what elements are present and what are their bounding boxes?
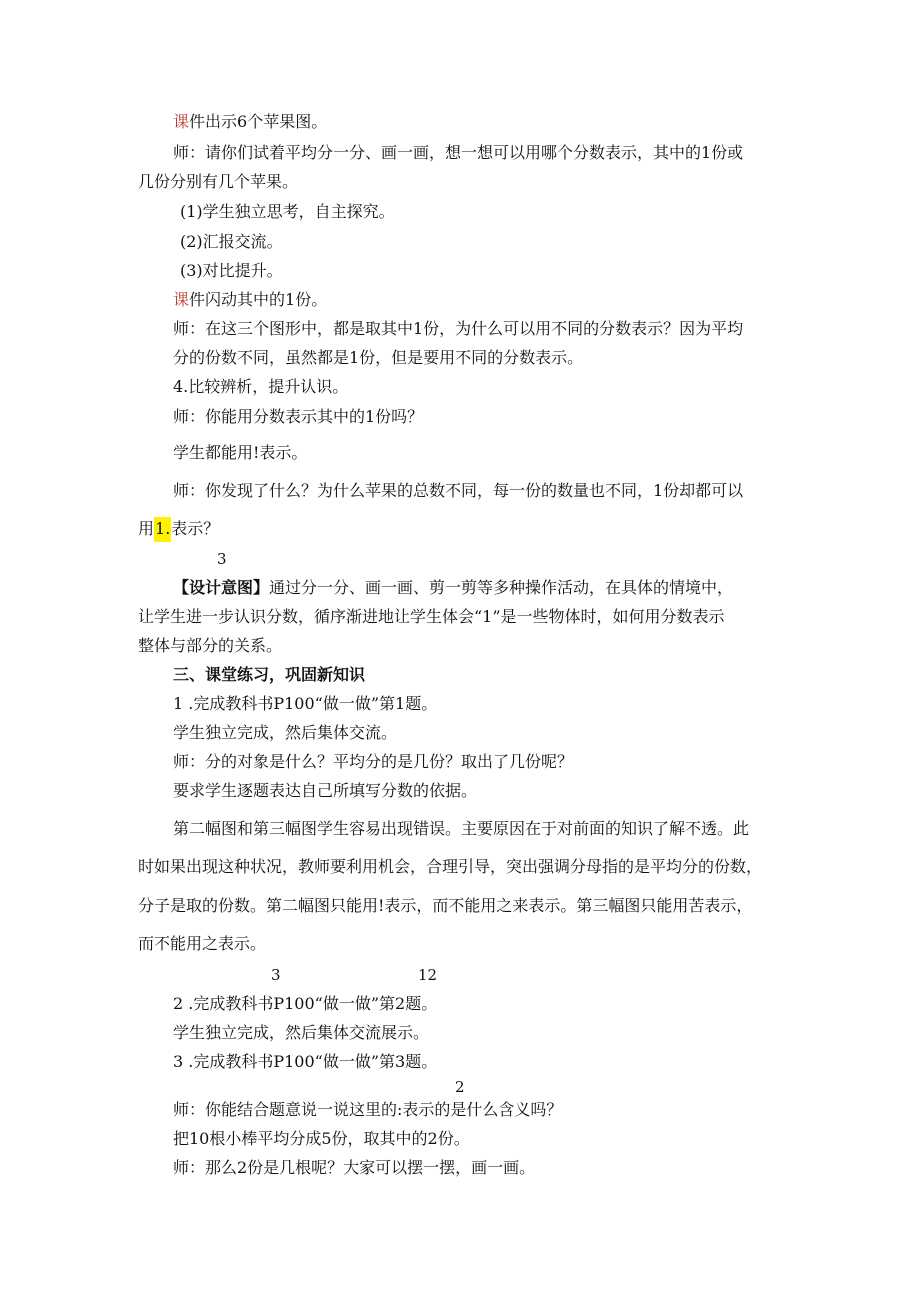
exercise-3: 3 .完成教科书P100“做一做”第3题。	[173, 1052, 438, 1071]
teacher-instruction-line-2: 几份分别有几个苹果。	[138, 172, 299, 191]
exercise-1-requirement: 要求学生逐题表达自己所填写分数的依据。	[173, 781, 478, 800]
step-1: (1)学生独立思考，自主探究。	[180, 202, 395, 221]
step-2: (2)汇报交流。	[180, 232, 283, 251]
exercise-2: 2 .完成教科书P100“做一做”第2题。	[173, 994, 438, 1013]
section-heading-practice: 三、课堂练习，巩固新知识	[173, 665, 366, 684]
fraction-denominator: 3	[271, 966, 281, 984]
exercise-2-students: 学生独立完成，然后集体交流展示。	[173, 1023, 430, 1042]
design-intent-line-3: 整体与部分的关系。	[138, 636, 283, 655]
analysis-line-2: 时如果出现这种状况，教师要利用机会，合理引导，突出强调分母指的是平均分的份数，	[138, 857, 763, 876]
red-char: 课	[173, 112, 190, 131]
highlighted-fraction: 1.	[154, 517, 171, 542]
paragraph-courseware-apples: 课件出示6个苹果图。	[173, 112, 328, 131]
exercise-1-teacher: 师：分的对象是什么？平均分的是几份？取出了几份呢？	[173, 752, 574, 771]
analysis-line-3: 分子是取的份数。第二幅图只能用!表示，而不能用之来表示。第三幅图只能用苦表示，	[138, 896, 753, 915]
red-char: 课	[173, 290, 190, 309]
analysis-line-4: 而不能用之表示。	[138, 934, 267, 953]
exercise-3-explanation: 把10根小棒平均分成5份，取其中的2份。	[173, 1129, 470, 1148]
teacher-discovery-line-1: 师：你发现了什么？为什么苹果的总数不同，每一份的数量也不同，1份却都可以	[173, 481, 744, 500]
fraction-denominator: 3	[217, 550, 227, 568]
compare-heading: 4.比较辨析，提升认识。	[173, 377, 349, 396]
fraction-denominator: 2	[455, 1078, 465, 1096]
exercise-1: 1 .完成教科书P100“做一做”第1题。	[173, 694, 438, 713]
design-intent-label: 【设计意图】	[173, 578, 270, 597]
exercise-1-students: 学生独立完成，然后集体交流。	[173, 723, 398, 742]
teacher-question-line-2: 分的份数不同，虽然都是1份，但是要用不同的分数表示。	[173, 348, 584, 367]
paragraph-courseware-flash: 课件闪动其中的1份。	[173, 290, 328, 309]
students-answer: 学生都能用!表示。	[173, 443, 308, 462]
step-3: (3)对比提升。	[180, 261, 283, 280]
analysis-line-1: 第二幅图和第三幅图学生容易出现错误。主要原因在于对前面的知识了解不透。此	[173, 819, 750, 838]
exercise-3-teacher-followup: 师：那么2份是几根呢？大家可以摆一摆，画一画。	[173, 1158, 536, 1177]
exercise-3-teacher: 师：你能结合题意说一说这里的:表示的是什么含义吗？	[173, 1100, 563, 1119]
teacher-question-fraction: 师：你能用分数表示其中的1份吗？	[173, 407, 424, 426]
teacher-question-line-1: 师：在这三个图形中，都是取其中1份，为什么可以用不同的分数表示？因为平均	[173, 319, 744, 338]
fraction-denominator: 12	[418, 966, 438, 984]
teacher-instruction-line-1: 师：请你们试着平均分一分、画一画，想一想可以用哪个分数表示，其中的1份或	[173, 143, 744, 162]
teacher-discovery-line-2: 用1.表示？	[138, 521, 219, 537]
design-intent-line-1: 【设计意图】通过分一分、画一画、剪一剪等多种操作活动，在具体的情境中，	[173, 578, 734, 597]
design-intent-line-2: 让学生进一步认识分数，循序渐进地让学生体会“1”是一些物体时，如何用分数表示	[138, 607, 725, 626]
